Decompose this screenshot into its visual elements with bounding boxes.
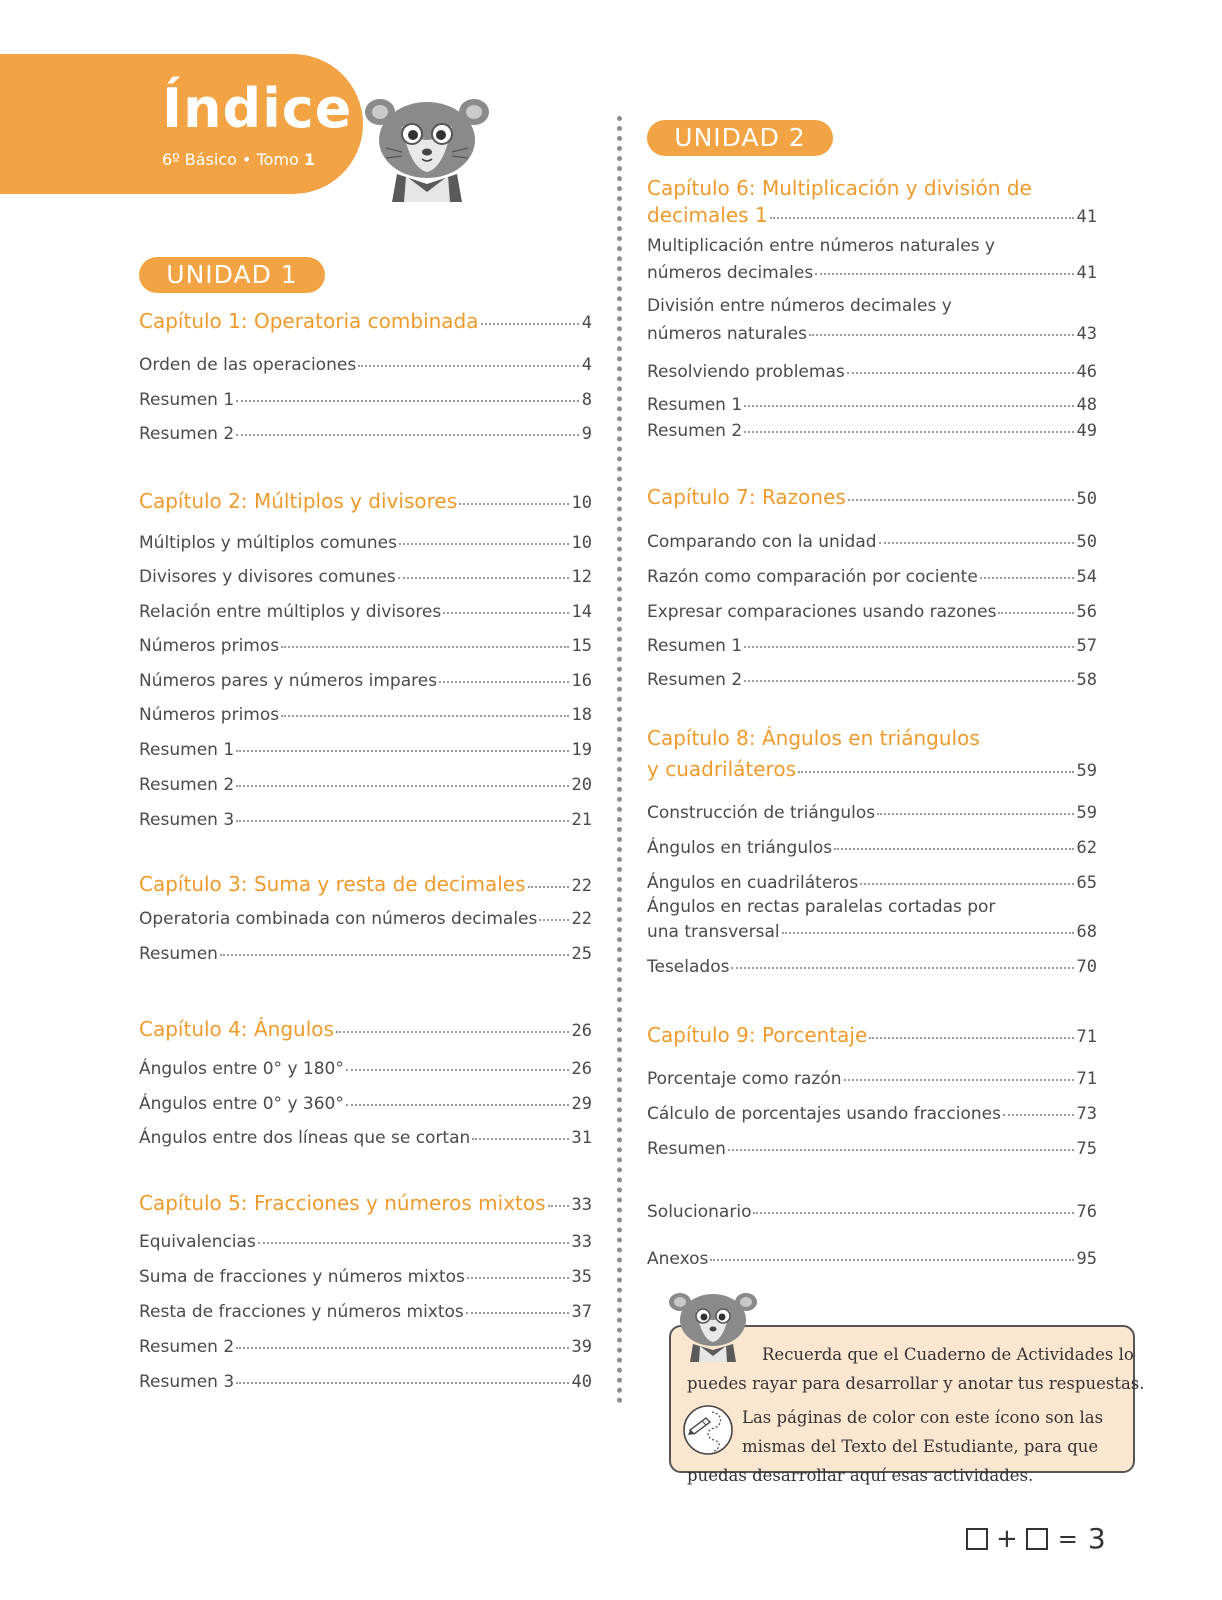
leader-dots	[848, 499, 1074, 501]
page-number: 16	[571, 671, 592, 691]
square-icon	[966, 1528, 988, 1550]
page-number: 22	[571, 909, 592, 929]
toc-entry[interactable]	[139, 390, 592, 410]
solucionario-entry[interactable]	[647, 1202, 1097, 1222]
entry-label: Suma de fracciones y números mixtos	[139, 1267, 465, 1287]
leader-dots	[860, 883, 1073, 885]
toc-entry[interactable]	[139, 740, 592, 760]
entry-label: Ángulos en cuadriláteros	[647, 873, 859, 893]
leader-dots	[236, 434, 579, 436]
chapter-title: Capítulo 7: Razones	[647, 485, 846, 509]
toc-entry[interactable]	[647, 636, 1097, 656]
note-line-2: puedes rayar para desarrollar y anotar tus respuestas.	[687, 1374, 1145, 1393]
leader-dots	[398, 577, 569, 579]
entry-label-line1: División entre números decimales y	[647, 296, 952, 316]
toc-entry[interactable]	[139, 944, 592, 964]
chapter-title: Capítulo 2: Múltiplos y divisores	[139, 489, 458, 513]
page-number: 35	[571, 1267, 592, 1287]
leader-dots	[770, 217, 1074, 219]
grade-label: 6º Básico	[162, 150, 237, 169]
plus-sign: +	[996, 1523, 1018, 1554]
page-number: 56	[1076, 602, 1097, 622]
leader-dots	[782, 932, 1074, 934]
chapter-4-entry[interactable]	[139, 1017, 592, 1041]
leader-dots	[809, 334, 1074, 336]
entry-label: Resumen 1	[139, 740, 235, 760]
entry-label-line1: Multiplicación entre números naturales y	[647, 236, 995, 256]
toc-entry[interactable]	[139, 355, 592, 375]
entry-label: Resumen 3	[139, 1372, 235, 1392]
note-line-4: mismas del Texto del Estudiante, para que	[742, 1437, 1099, 1456]
page-number: 49	[1076, 421, 1097, 441]
entry-label: números naturales	[647, 324, 807, 344]
entry-label: Anexos	[647, 1249, 709, 1269]
entry-label: Números primos	[139, 636, 280, 656]
page-number: 48	[1076, 395, 1097, 415]
unit-1-badge: UNIDAD 1	[139, 257, 325, 293]
toc-entry[interactable]	[139, 1232, 592, 1252]
page-number: 26	[571, 1021, 592, 1041]
toc-entry[interactable]	[139, 1059, 592, 1079]
page-number: 65	[1076, 873, 1097, 893]
toc-entry[interactable]	[139, 1094, 592, 1114]
page-number: 18	[571, 705, 592, 725]
toc-entry[interactable]	[647, 1069, 1097, 1089]
pencil-spiral-icon	[682, 1404, 734, 1456]
page-number: 76	[1076, 1202, 1097, 1222]
page-title: Índice	[162, 77, 353, 140]
toc-entry[interactable]	[647, 421, 1097, 441]
leader-dots	[281, 715, 568, 717]
chapter-title: Capítulo 4: Ángulos	[139, 1017, 334, 1041]
toc-entry[interactable]	[647, 922, 1097, 942]
page-number: 59	[1076, 803, 1097, 823]
page-number: 4	[581, 313, 592, 333]
toc-entry[interactable]	[139, 636, 592, 656]
entry-label: Resumen 2	[139, 1337, 235, 1357]
chapter-8-entry[interactable]	[647, 757, 1097, 781]
entry-label: Construcción de triángulos	[647, 803, 876, 823]
entry-label: Números pares y números impares	[139, 671, 438, 691]
leader-dots	[744, 680, 1073, 682]
leader-dots	[346, 1104, 569, 1106]
page-number: 54	[1076, 567, 1097, 587]
chapter-title: Capítulo 3: Suma y resta de decimales	[139, 872, 526, 896]
page-number: 21	[571, 810, 592, 830]
entry-label: Múltiplos y múltiplos comunes	[139, 533, 397, 553]
toc-entry[interactable]	[647, 838, 1097, 858]
entry-label: Resta de fracciones y números mixtos	[139, 1302, 464, 1322]
entry-label: Expresar comparaciones usando razones	[647, 602, 997, 622]
leader-dots	[879, 542, 1074, 544]
entry-label: Resumen	[139, 944, 218, 964]
page-number: 46	[1076, 362, 1097, 382]
toc-entry[interactable]	[647, 362, 1097, 382]
page-number: 15	[571, 636, 592, 656]
toc-entry[interactable]	[139, 671, 592, 691]
leader-dots	[528, 886, 569, 888]
leader-dots	[399, 543, 569, 545]
page-number: 58	[1076, 670, 1097, 690]
chapter-9-entry[interactable]	[647, 1023, 1097, 1047]
leader-dots	[220, 954, 569, 956]
entry-label: Operatoria combinada con números decimales	[139, 909, 538, 929]
entry-label: Resumen 2	[139, 424, 235, 444]
entry-label: Resumen 2	[647, 421, 743, 441]
entry-label: números decimales	[647, 263, 814, 283]
entry-label: Resumen	[647, 1139, 726, 1159]
chapter-5-entry[interactable]	[139, 1191, 592, 1215]
toc-entry[interactable]	[139, 533, 592, 553]
page-number: 41	[1076, 263, 1097, 283]
leader-dots	[467, 1277, 569, 1279]
entry-label: Relación entre múltiplos y divisores	[139, 602, 442, 622]
leader-dots	[877, 813, 1073, 815]
leader-dots	[744, 431, 1073, 433]
chapter-2-entry[interactable]	[139, 489, 592, 513]
page-number: 70	[1076, 957, 1097, 977]
leader-dots	[744, 405, 1073, 407]
chapter-6-title-line1: Capítulo 6: Multiplicación y división de	[647, 176, 1032, 200]
toc-entry[interactable]	[139, 909, 592, 929]
toc-entry[interactable]	[647, 567, 1097, 587]
mascot-icon	[362, 96, 492, 202]
leader-dots	[548, 1205, 569, 1207]
leader-dots	[844, 1079, 1074, 1081]
chapter-7-entry[interactable]	[647, 485, 1097, 509]
page-number: 10	[571, 493, 592, 513]
note-line-1: Recuerda que el Cuaderno de Actividades lo	[762, 1345, 1134, 1364]
page-number: 62	[1076, 838, 1097, 858]
entry-label: Ángulos entre 0° y 180°	[139, 1059, 344, 1079]
entry-label: Resolviendo problemas	[647, 362, 845, 382]
entry-label: Orden de las operaciones	[139, 355, 357, 375]
toc-entry[interactable]	[647, 324, 1097, 344]
entry-label: una transversal	[647, 922, 780, 942]
toc-entry[interactable]	[647, 1139, 1097, 1159]
unit-2-badge: UNIDAD 2	[647, 120, 833, 156]
page-number: 40	[571, 1372, 592, 1392]
leader-dots	[236, 1382, 568, 1384]
page-number: 68	[1076, 922, 1097, 942]
page-number: 29	[571, 1094, 592, 1114]
chapter-1-entry[interactable]	[139, 309, 592, 333]
toc-entry[interactable]	[139, 1337, 592, 1357]
leader-dots	[443, 612, 568, 614]
page-number: 37	[571, 1302, 592, 1322]
page-number: 12	[571, 567, 592, 587]
toc-entry[interactable]	[139, 1267, 592, 1287]
toc-entry[interactable]	[139, 1128, 592, 1148]
leader-dots	[459, 503, 568, 505]
page-number: 33	[571, 1232, 592, 1252]
entry-label: Cálculo de porcentajes usando fracciones	[647, 1104, 1001, 1124]
tomo-label: Tomo	[256, 150, 299, 169]
page-number: 50	[1076, 532, 1097, 552]
page-number: 26	[571, 1059, 592, 1079]
leader-dots	[731, 967, 1073, 969]
leader-dots	[472, 1138, 568, 1140]
entry-label: Resumen 1	[647, 395, 743, 415]
leader-dots	[744, 646, 1073, 648]
leader-dots	[869, 1037, 1073, 1039]
page-number-value: 3	[1087, 1522, 1106, 1555]
leader-dots	[258, 1242, 569, 1244]
entry-label: Resumen 1	[139, 390, 235, 410]
header-subtitle	[162, 150, 315, 169]
equals-sign: =	[1057, 1524, 1078, 1553]
entry-label: Razón como comparación por cociente	[647, 567, 978, 587]
page-number: 33	[571, 1195, 592, 1215]
entry-label: Resumen 2	[647, 670, 743, 690]
page-number: 59	[1076, 761, 1097, 781]
page-number: 22	[571, 876, 592, 896]
toc-entry[interactable]	[139, 1302, 592, 1322]
entry-label: Solucionario	[647, 1202, 752, 1222]
page-number: 14	[571, 602, 592, 622]
chapter-title: decimales 1	[647, 203, 768, 227]
chapter-title: Capítulo 1: Operatoria combinada	[139, 309, 479, 333]
tomo-number: 1	[303, 150, 316, 169]
entry-label: Números primos	[139, 705, 280, 725]
page-number: 95	[1076, 1249, 1097, 1269]
column-divider	[617, 116, 622, 1404]
page-number: 41	[1076, 207, 1097, 227]
page-number: 8	[581, 390, 592, 410]
toc-entry[interactable]	[139, 567, 592, 587]
page-number: 73	[1076, 1104, 1097, 1124]
chapter-title: Capítulo 9: Porcentaje	[647, 1023, 868, 1047]
page-number: 20	[571, 775, 592, 795]
toc-entry[interactable]	[647, 395, 1097, 415]
leader-dots	[236, 1347, 568, 1349]
leader-dots	[466, 1312, 569, 1314]
entry-label: Resumen 1	[647, 636, 743, 656]
page-number: 9	[581, 424, 592, 444]
leader-dots	[281, 646, 568, 648]
leader-dots	[998, 612, 1073, 614]
toc-entry[interactable]	[139, 602, 592, 622]
page-number: 25	[571, 944, 592, 964]
entry-label: Ángulos entre 0° y 360°	[139, 1094, 344, 1114]
page-number: 57	[1076, 636, 1097, 656]
page-number: 71	[1076, 1069, 1097, 1089]
toc-entry[interactable]	[647, 263, 1097, 283]
entry-label: Ángulos en triángulos	[647, 838, 833, 858]
page-number: 4	[581, 355, 592, 375]
toc-entry[interactable]	[647, 957, 1097, 977]
leader-dots	[1003, 1114, 1074, 1116]
leader-dots	[336, 1031, 569, 1033]
chapter-6-entry[interactable]	[647, 203, 1097, 227]
leader-dots	[358, 365, 579, 367]
entry-label: Resumen 3	[139, 810, 235, 830]
toc-entry[interactable]	[139, 424, 592, 444]
entry-label: Ángulos entre dos líneas que se cortan	[139, 1128, 471, 1148]
note-line-5: puedas desarrollar aquí esas actividades.	[687, 1466, 1034, 1485]
page-number-footer	[966, 1522, 1106, 1555]
chapter-8-title-line1: Capítulo 8: Ángulos en triángulos	[647, 726, 980, 750]
page-number: 19	[571, 740, 592, 760]
page-number: 43	[1076, 324, 1097, 344]
leader-dots	[236, 785, 568, 787]
leader-dots	[834, 848, 1073, 850]
chapter-3-entry[interactable]	[139, 872, 592, 896]
toc-entry[interactable]	[647, 602, 1097, 622]
toc-entry[interactable]	[647, 873, 1097, 893]
toc-entry[interactable]	[139, 775, 592, 795]
leader-dots	[539, 919, 568, 921]
toc-entry[interactable]	[139, 705, 592, 725]
leader-dots	[236, 750, 568, 752]
leader-dots	[728, 1149, 1074, 1151]
leader-dots	[847, 372, 1074, 374]
entry-label: Teselados	[647, 957, 730, 977]
toc-entry[interactable]	[139, 810, 592, 830]
leader-dots	[481, 323, 579, 325]
toc-entry[interactable]	[647, 532, 1097, 552]
leader-dots	[815, 273, 1073, 275]
entry-label: Resumen 2	[139, 775, 235, 795]
leader-dots	[236, 820, 568, 822]
entry-label: Equivalencias	[139, 1232, 256, 1252]
entry-label-line1: Ángulos en rectas paralelas cortadas por	[647, 897, 996, 917]
leader-dots	[346, 1069, 569, 1071]
leader-dots	[980, 577, 1074, 579]
chapter-title: Capítulo 5: Fracciones y números mixtos	[139, 1191, 546, 1215]
toc-entry[interactable]	[139, 1372, 592, 1392]
leader-dots	[236, 400, 579, 402]
chapter-title: y cuadriláteros	[647, 757, 796, 781]
leader-dots	[798, 771, 1074, 773]
entry-label: Porcentaje como razón	[647, 1069, 842, 1089]
toc-entry[interactable]	[647, 670, 1097, 690]
leader-dots	[710, 1259, 1073, 1261]
page-number: 31	[571, 1128, 592, 1148]
page-number: 50	[1076, 489, 1097, 509]
toc-entry[interactable]	[647, 1104, 1097, 1124]
page-number: 75	[1076, 1139, 1097, 1159]
note-line-3: Las páginas de color con este ícono son las	[742, 1408, 1104, 1427]
square-icon	[1026, 1528, 1048, 1550]
leader-dots	[753, 1212, 1073, 1214]
page-number: 10	[571, 533, 592, 553]
entry-label: Comparando con la unidad	[647, 532, 877, 552]
bullet: •	[242, 150, 252, 169]
anexos-entry[interactable]	[647, 1249, 1097, 1269]
page-number: 39	[571, 1337, 592, 1357]
mascot-small-icon	[668, 1290, 758, 1362]
page-number: 71	[1076, 1027, 1097, 1047]
leader-dots	[439, 681, 568, 683]
entry-label: Divisores y divisores comunes	[139, 567, 396, 587]
toc-entry[interactable]	[647, 803, 1097, 823]
